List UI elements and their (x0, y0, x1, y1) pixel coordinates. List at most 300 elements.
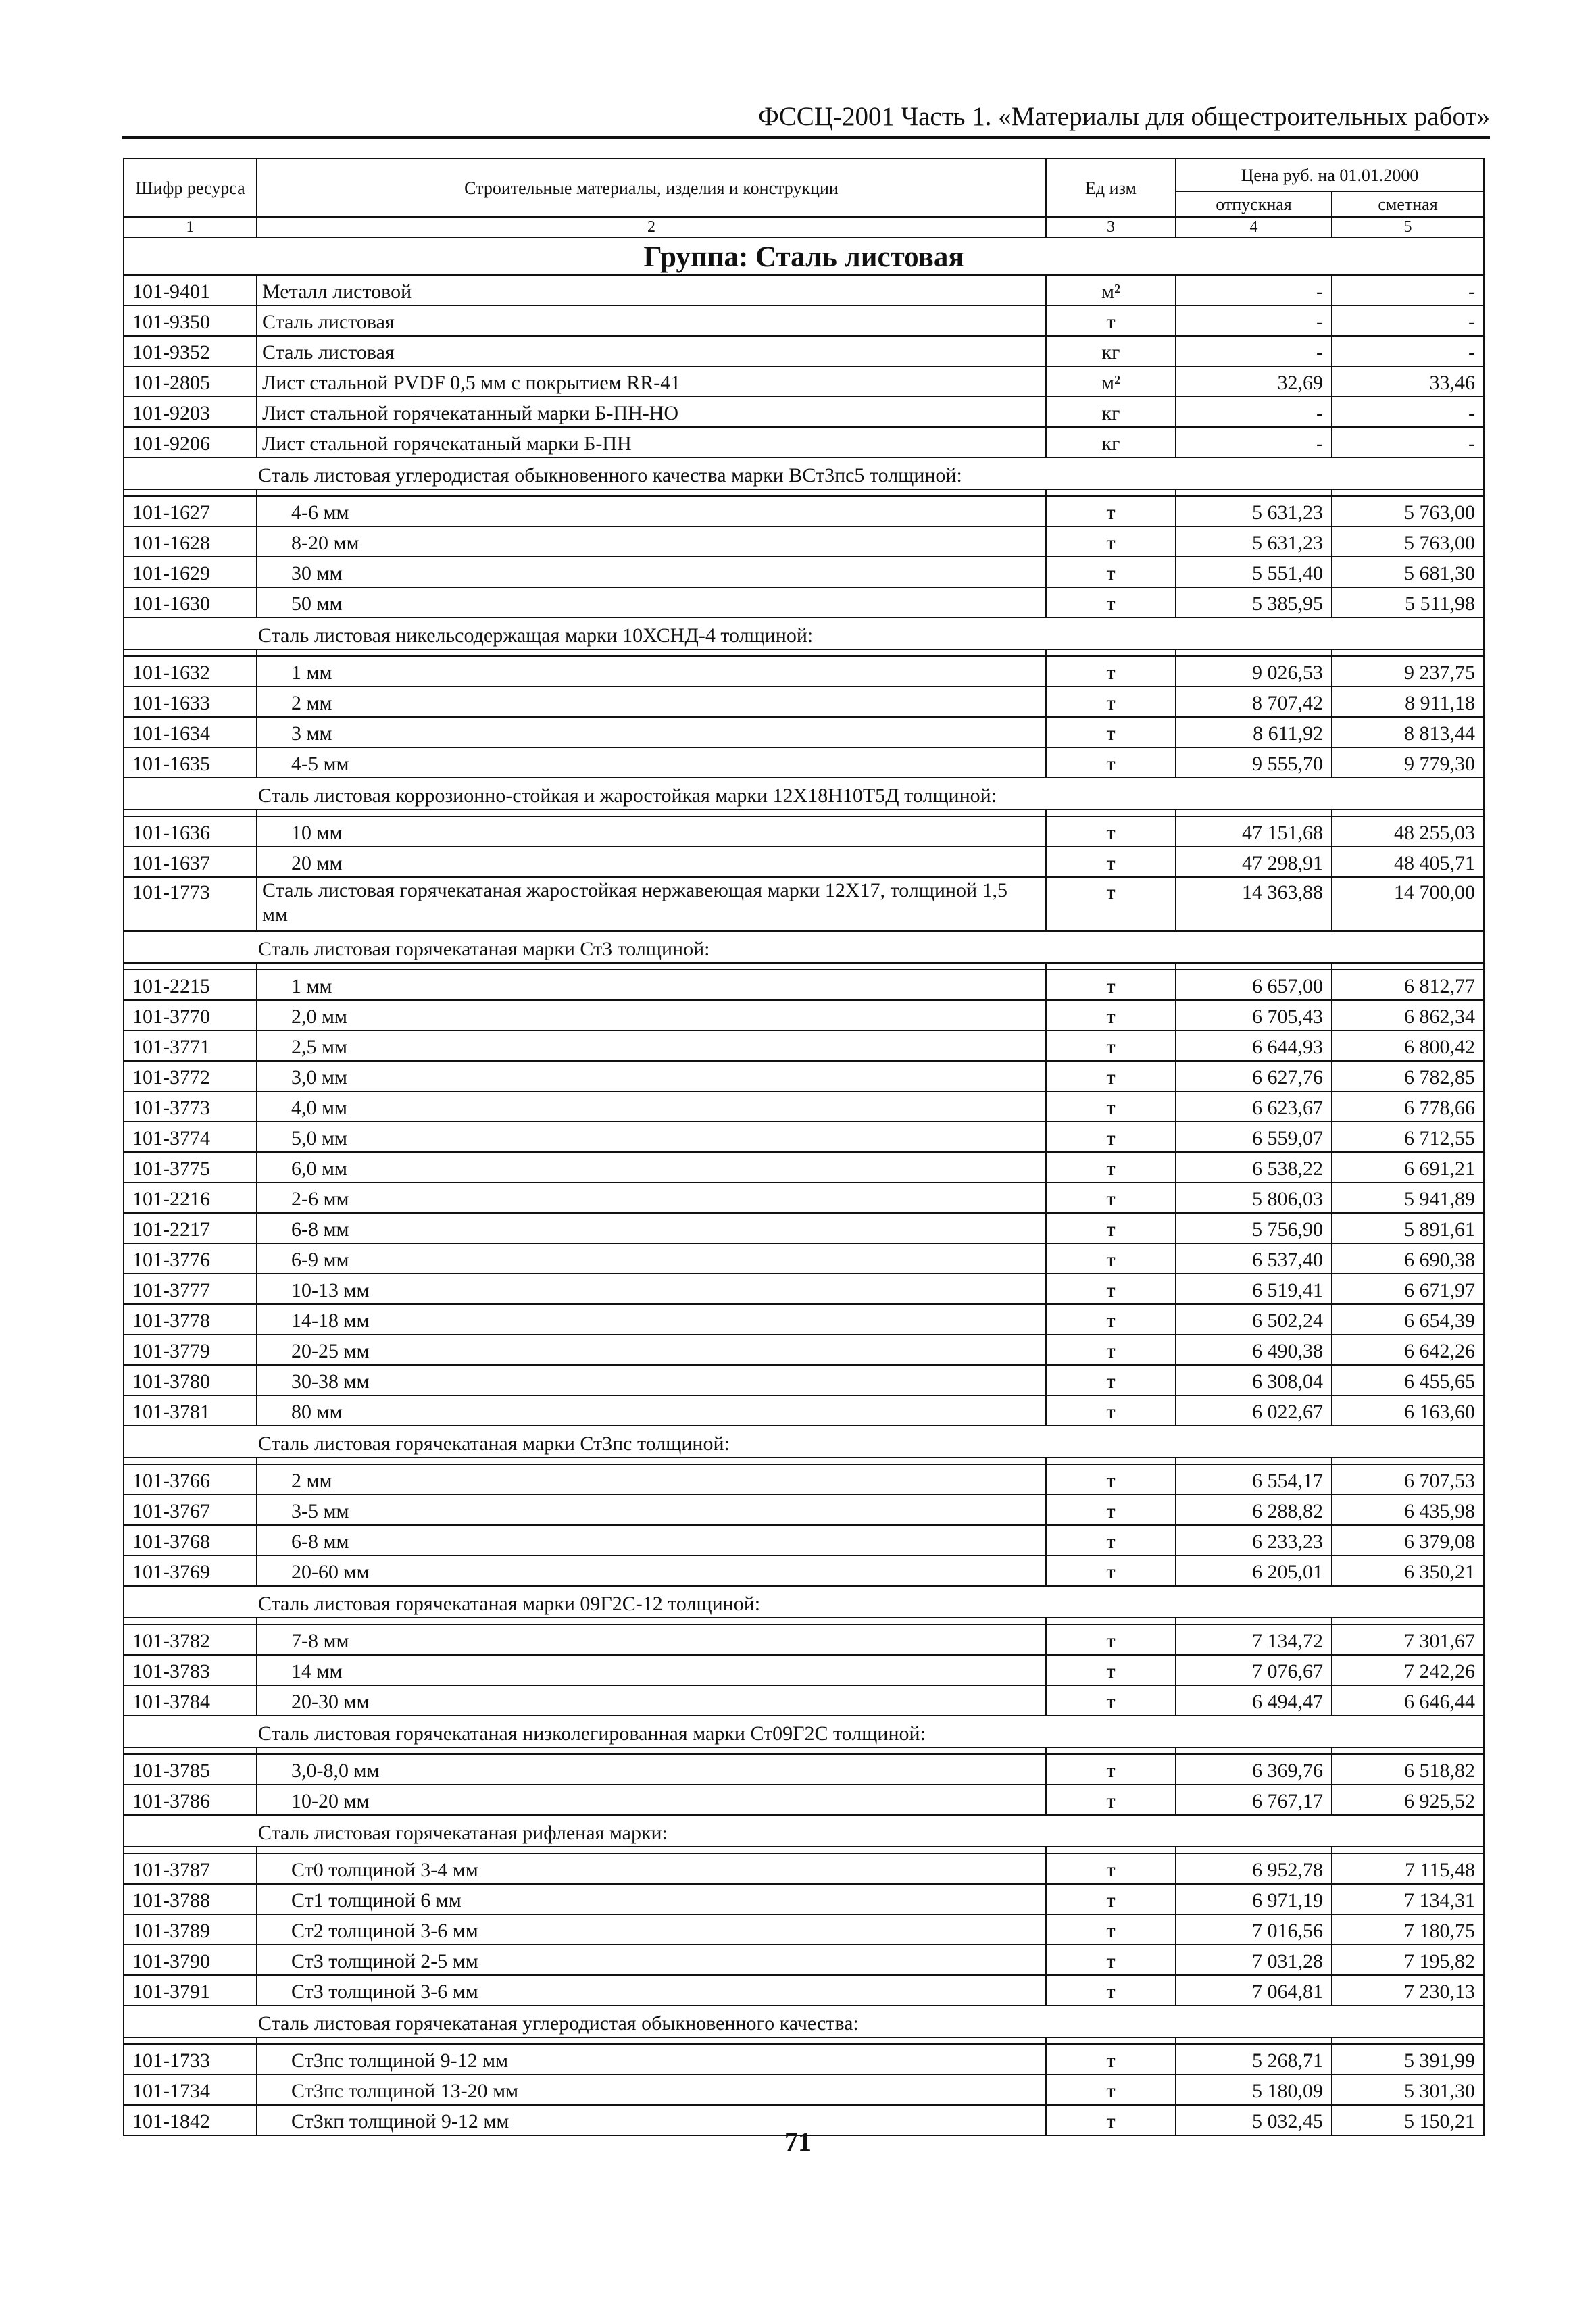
resource-code-cell: 101-3778 (124, 1304, 257, 1335)
resource-code-cell: 101-1635 (124, 747, 257, 778)
spacer-cell (257, 1458, 1046, 1464)
spacer-cell (1176, 649, 1332, 656)
subgroup-header-row (124, 1426, 1484, 1458)
resource-code-cell: 101-3774 (124, 1122, 257, 1152)
spacer-cell (1176, 489, 1332, 496)
table-row (124, 1495, 1484, 1525)
spacer-cell (1046, 963, 1176, 970)
resource-code-cell: 101-3789 (124, 1914, 257, 1945)
subgroup-title: Сталь листовая коррозионно-стойкая и жаростойкая марки 12Х18Н10Т5Д толщиной: (124, 778, 1484, 810)
table-row (124, 1884, 1484, 1914)
table-row (124, 816, 1484, 847)
release-price-cell: - (1176, 397, 1332, 427)
spacer-row (124, 1458, 1484, 1464)
table-row (124, 2074, 1484, 2105)
release-price-cell: 9 026,53 (1176, 656, 1332, 687)
column-header-name: Строительные материалы, изделия и конструкции (257, 159, 1046, 217)
unit-cell: т (1046, 1183, 1176, 1213)
unit-cell: т (1046, 1464, 1176, 1495)
spacer-cell (1332, 1618, 1484, 1624)
spacer-cell (1046, 489, 1176, 496)
spacer-cell (1046, 1458, 1176, 1464)
column-header-unit: Ед изм (1046, 159, 1176, 217)
unit-cell: т (1046, 656, 1176, 687)
spacer-cell (257, 1618, 1046, 1624)
unit-cell: т (1046, 1395, 1176, 1426)
estimate-price-cell: 6 712,55 (1332, 1122, 1484, 1152)
column-header-release: отпускная (1176, 191, 1332, 217)
material-name-cell: 14 мм (257, 1655, 1046, 1685)
spacer-cell (124, 1458, 257, 1464)
spacer-row (124, 2037, 1484, 2044)
spacer-cell (1046, 810, 1176, 816)
material-name-cell: 2 мм (257, 687, 1046, 717)
material-name-cell: 50 мм (257, 587, 1046, 618)
resource-code-cell: 101-3769 (124, 1555, 257, 1586)
table-row (124, 275, 1484, 305)
spacer-row (124, 963, 1484, 970)
table-row (124, 1213, 1484, 1243)
subgroup-header-row (124, 457, 1484, 489)
release-price-cell: 9 555,70 (1176, 747, 1332, 778)
unit-cell: т (1046, 1555, 1176, 1586)
spacer-cell (1332, 963, 1484, 970)
release-price-cell: 8 611,92 (1176, 717, 1332, 747)
resource-code-cell: 101-3777 (124, 1274, 257, 1304)
subgroup-title: Сталь листовая горячекатаная углеродистая обыкновенного качества: (124, 2006, 1484, 2037)
material-name-cell: 6-9 мм (257, 1243, 1046, 1274)
unit-cell: т (1046, 1274, 1176, 1304)
material-name-cell: Ст0 толщиной 3-4 мм (257, 1853, 1046, 1884)
subgroup-header-row (124, 2006, 1484, 2037)
spacer-cell (1176, 963, 1332, 970)
spacer-row (124, 1847, 1484, 1853)
resource-code-cell: 101-3779 (124, 1335, 257, 1365)
unit-cell: т (1046, 1365, 1176, 1395)
release-price-cell: - (1176, 427, 1332, 457)
material-name-cell: 14-18 мм (257, 1304, 1046, 1335)
spacer-cell (257, 2037, 1046, 2044)
column-number: 2 (257, 217, 1046, 237)
material-name-cell: 2,0 мм (257, 1000, 1046, 1030)
estimate-price-cell: - (1332, 336, 1484, 366)
material-name-cell: 2,5 мм (257, 1030, 1046, 1061)
material-name-cell: 3,0 мм (257, 1061, 1046, 1091)
estimate-price-cell: 5 681,30 (1332, 557, 1484, 587)
release-price-cell: - (1176, 336, 1332, 366)
table-body (124, 237, 1484, 2135)
resource-code-cell: 101-3788 (124, 1884, 257, 1914)
table-header-row (124, 159, 1484, 191)
table-row (124, 1304, 1484, 1335)
unit-cell: т (1046, 1624, 1176, 1655)
material-name-cell: 80 мм (257, 1395, 1046, 1426)
subgroup-title: Сталь листовая углеродистая обыкновенного качества марки ВСт3пс5 толщиной: (124, 457, 1484, 489)
table-row (124, 1624, 1484, 1655)
estimate-price-cell: 6 691,21 (1332, 1152, 1484, 1183)
table-row (124, 970, 1484, 1000)
spacer-cell (1332, 1847, 1484, 1853)
estimate-price-cell: 6 518,82 (1332, 1754, 1484, 1785)
release-price-cell: 6 559,07 (1176, 1122, 1332, 1152)
material-name-cell: Лист стальной горячекатаный марки Б-ПН (257, 427, 1046, 457)
estimate-price-cell: - (1332, 427, 1484, 457)
table-row (124, 1785, 1484, 1815)
resource-code-cell: 101-1633 (124, 687, 257, 717)
estimate-price-cell: 6 435,98 (1332, 1495, 1484, 1525)
resource-code-cell: 101-1630 (124, 587, 257, 618)
table-row (124, 1914, 1484, 1945)
material-name-cell: Металл листовой (257, 275, 1046, 305)
release-price-cell: 14 363,88 (1176, 877, 1332, 931)
release-price-cell: 7 016,56 (1176, 1914, 1332, 1945)
unit-cell: м² (1046, 275, 1176, 305)
header-rule (122, 136, 1490, 139)
table-row (124, 1061, 1484, 1091)
unit-cell: т (1046, 1061, 1176, 1091)
spacer-row (124, 649, 1484, 656)
subgroup-header-row (124, 778, 1484, 810)
material-name-cell: 4-6 мм (257, 496, 1046, 526)
release-price-cell: 7 064,81 (1176, 1975, 1332, 2006)
material-name-cell: 20-25 мм (257, 1335, 1046, 1365)
spacer-cell (124, 1747, 257, 1754)
table-row (124, 336, 1484, 366)
table-row (124, 1335, 1484, 1365)
subgroup-title: Сталь листовая горячекатаная марки Ст3 толщиной: (124, 931, 1484, 963)
unit-cell: т (1046, 970, 1176, 1000)
material-name-cell: Ст3пс толщиной 9-12 мм (257, 2044, 1046, 2074)
resource-code-cell: 101-3770 (124, 1000, 257, 1030)
estimate-price-cell: - (1332, 305, 1484, 336)
spacer-cell (124, 489, 257, 496)
table-row (124, 717, 1484, 747)
estimate-price-cell: 6 800,42 (1332, 1030, 1484, 1061)
spacer-cell (1046, 2037, 1176, 2044)
resource-code-cell: 101-1734 (124, 2074, 257, 2105)
resource-code-cell: 101-1632 (124, 656, 257, 687)
estimate-price-cell: 6 671,97 (1332, 1274, 1484, 1304)
resource-code-cell: 101-3772 (124, 1061, 257, 1091)
group-title-row (124, 237, 1484, 275)
material-name-cell: 1 мм (257, 656, 1046, 687)
unit-cell: т (1046, 1685, 1176, 1716)
estimate-price-cell: 6 163,60 (1332, 1395, 1484, 1426)
release-price-cell: 6 519,41 (1176, 1274, 1332, 1304)
release-price-cell: 5 268,71 (1176, 2044, 1332, 2074)
estimate-price-cell: 7 195,82 (1332, 1945, 1484, 1975)
release-price-cell: 6 657,00 (1176, 970, 1332, 1000)
unit-cell: т (1046, 687, 1176, 717)
table-row (124, 1464, 1484, 1495)
table-row (124, 427, 1484, 457)
subgroup-title: Сталь листовая никельсодержащая марки 10ХСНД-4 толщиной: (124, 618, 1484, 649)
subgroup-title: Сталь листовая горячекатаная рифленая марки: (124, 1815, 1484, 1847)
resource-code-cell: 101-3775 (124, 1152, 257, 1183)
table-row (124, 397, 1484, 427)
unit-cell: т (1046, 1335, 1176, 1365)
material-name-cell: Ст3 толщиной 2-5 мм (257, 1945, 1046, 1975)
resource-code-cell: 101-3786 (124, 1785, 257, 1815)
material-name-cell: Сталь листовая (257, 336, 1046, 366)
estimate-price-cell: 5 150,21 (1332, 2105, 1484, 2135)
estimate-price-cell: 9 237,75 (1332, 656, 1484, 687)
table-row (124, 1395, 1484, 1426)
spacer-cell (1046, 1747, 1176, 1754)
spacer-cell (257, 489, 1046, 496)
release-price-cell: 47 298,91 (1176, 847, 1332, 877)
table-row (124, 656, 1484, 687)
material-name-cell: Ст3кп толщиной 9-12 мм (257, 2105, 1046, 2135)
estimate-price-cell: 8 911,18 (1332, 687, 1484, 717)
material-name-cell: 20-30 мм (257, 1685, 1046, 1716)
subgroup-header-row (124, 1815, 1484, 1847)
estimate-price-cell: - (1332, 275, 1484, 305)
spacer-cell (124, 1618, 257, 1624)
material-name-cell: Сталь листовая горячекатаная жаростойкая нержавеющая марки 12Х17, толщиной 1,5 мм (257, 877, 1046, 931)
spacer-cell (1332, 1747, 1484, 1754)
release-price-cell: 6 705,43 (1176, 1000, 1332, 1030)
estimate-price-cell: 7 115,48 (1332, 1853, 1484, 1884)
spacer-cell (124, 1847, 257, 1853)
spacer-row (124, 1618, 1484, 1624)
column-number: 4 (1176, 217, 1332, 237)
estimate-price-cell: 6 782,85 (1332, 1061, 1484, 1091)
material-name-cell: 2-6 мм (257, 1183, 1046, 1213)
unit-cell: т (1046, 557, 1176, 587)
release-price-cell: 7 076,67 (1176, 1655, 1332, 1685)
release-price-cell: 6 644,93 (1176, 1030, 1332, 1061)
estimate-price-cell: 6 379,08 (1332, 1525, 1484, 1555)
release-price-cell: 7 134,72 (1176, 1624, 1332, 1655)
unit-cell: т (1046, 1304, 1176, 1335)
spacer-cell (1176, 1847, 1332, 1853)
unit-cell: т (1046, 1655, 1176, 1685)
unit-cell: м² (1046, 366, 1176, 397)
release-price-cell: 5 631,23 (1176, 496, 1332, 526)
estimate-price-cell: 6 690,38 (1332, 1243, 1484, 1274)
resource-code-cell: 101-2215 (124, 970, 257, 1000)
release-price-cell: 47 151,68 (1176, 816, 1332, 847)
spacer-cell (257, 649, 1046, 656)
table-row (124, 1030, 1484, 1061)
resource-code-cell: 101-1637 (124, 847, 257, 877)
page-number: 71 (784, 2126, 812, 2157)
unit-cell: т (1046, 2044, 1176, 2074)
spacer-cell (1332, 649, 1484, 656)
spacer-cell (1046, 1618, 1176, 1624)
estimate-price-cell: 6 778,66 (1332, 1091, 1484, 1122)
material-name-cell: Лист стальной PVDF 0,5 мм с покрытием RR-41 (257, 366, 1046, 397)
resource-code-cell: 101-3783 (124, 1655, 257, 1685)
resource-code-cell: 101-1773 (124, 877, 257, 931)
release-price-cell: - (1176, 305, 1332, 336)
table-row (124, 1152, 1484, 1183)
subgroup-title: Сталь листовая горячекатаная низколегированная марки Ст09Г2С толщиной: (124, 1716, 1484, 1747)
material-name-cell: 3 мм (257, 717, 1046, 747)
subgroup-header-row (124, 931, 1484, 963)
release-price-cell: 5 551,40 (1176, 557, 1332, 587)
estimate-price-cell: 6 925,52 (1332, 1785, 1484, 1815)
estimate-price-cell: 5 301,30 (1332, 2074, 1484, 2105)
table-row (124, 1853, 1484, 1884)
unit-cell: кг (1046, 427, 1176, 457)
material-name-cell: 20 мм (257, 847, 1046, 877)
unit-cell: т (1046, 847, 1176, 877)
release-price-cell: 6 627,76 (1176, 1061, 1332, 1091)
estimate-price-cell: 5 391,99 (1332, 2044, 1484, 2074)
spacer-cell (124, 810, 257, 816)
unit-cell: т (1046, 1152, 1176, 1183)
column-number: 5 (1332, 217, 1484, 237)
release-price-cell: 6 623,67 (1176, 1091, 1332, 1122)
page-header-title: ФССЦ-2001 Часть 1. «Материалы для общестроительных работ» (757, 102, 1490, 131)
unit-cell: т (1046, 1975, 1176, 2006)
material-name-cell: 5,0 мм (257, 1122, 1046, 1152)
material-name-cell: 7-8 мм (257, 1624, 1046, 1655)
estimate-price-cell: 7 180,75 (1332, 1914, 1484, 1945)
estimate-price-cell: 48 255,03 (1332, 816, 1484, 847)
unit-cell: т (1046, 1122, 1176, 1152)
release-price-cell: - (1176, 275, 1332, 305)
release-price-cell: 8 707,42 (1176, 687, 1332, 717)
table-row (124, 1000, 1484, 1030)
spacer-cell (124, 649, 257, 656)
resource-code-cell: 101-3768 (124, 1525, 257, 1555)
resource-code-cell: 101-3785 (124, 1754, 257, 1785)
release-price-cell: 6 971,19 (1176, 1884, 1332, 1914)
resource-code-cell: 101-3782 (124, 1624, 257, 1655)
unit-cell: т (1046, 816, 1176, 847)
price-table (123, 158, 1485, 2136)
release-price-cell: 6 288,82 (1176, 1495, 1332, 1525)
spacer-cell (1046, 1847, 1176, 1853)
release-price-cell: 5 180,09 (1176, 2074, 1332, 2105)
estimate-price-cell: 7 134,31 (1332, 1884, 1484, 1914)
resource-code-cell: 101-1842 (124, 2105, 257, 2135)
release-price-cell: 6 952,78 (1176, 1853, 1332, 1884)
group-title: Группа: Сталь листовая (124, 237, 1484, 275)
unit-cell: т (1046, 2105, 1176, 2135)
resource-code-cell: 101-3790 (124, 1945, 257, 1975)
unit-cell: кг (1046, 397, 1176, 427)
table-row (124, 1122, 1484, 1152)
material-name-cell: 6-8 мм (257, 1525, 1046, 1555)
resource-code-cell: 101-9203 (124, 397, 257, 427)
resource-code-cell: 101-2805 (124, 366, 257, 397)
table-row (124, 687, 1484, 717)
table-row (124, 1945, 1484, 1975)
material-name-cell: 1 мм (257, 970, 1046, 1000)
spacer-cell (1332, 489, 1484, 496)
release-price-cell: 6 767,17 (1176, 1785, 1332, 1815)
material-name-cell: 20-60 мм (257, 1555, 1046, 1586)
resource-code-cell: 101-3787 (124, 1853, 257, 1884)
material-name-cell: Лист стальной горячекатанный марки Б-ПН-НО (257, 397, 1046, 427)
spacer-cell (124, 963, 257, 970)
material-name-cell: Ст3пс толщиной 13-20 мм (257, 2074, 1046, 2105)
material-name-cell: Сталь листовая (257, 305, 1046, 336)
unit-cell: т (1046, 1525, 1176, 1555)
material-name-cell: 6-8 мм (257, 1213, 1046, 1243)
unit-cell: т (1046, 747, 1176, 778)
estimate-price-cell: 6 455,65 (1332, 1365, 1484, 1395)
unit-cell: кг (1046, 336, 1176, 366)
subgroup-header-row (124, 618, 1484, 649)
spacer-cell (1176, 1618, 1332, 1624)
estimate-price-cell: 14 700,00 (1332, 877, 1484, 931)
spacer-cell (1332, 2037, 1484, 2044)
release-price-cell: 5 032,45 (1176, 2105, 1332, 2135)
table-row (124, 1525, 1484, 1555)
table-row (124, 557, 1484, 587)
release-price-cell: 5 756,90 (1176, 1213, 1332, 1243)
estimate-price-cell: 6 642,26 (1332, 1335, 1484, 1365)
release-price-cell: 6 022,67 (1176, 1395, 1332, 1426)
release-price-cell: 5 631,23 (1176, 526, 1332, 557)
estimate-price-cell: 8 813,44 (1332, 717, 1484, 747)
spacer-cell (257, 1847, 1046, 1853)
unit-cell: т (1046, 1914, 1176, 1945)
spacer-cell (1332, 810, 1484, 816)
spacer-cell (1046, 649, 1176, 656)
estimate-price-cell: 5 763,00 (1332, 496, 1484, 526)
table-row (124, 366, 1484, 397)
spacer-cell (257, 810, 1046, 816)
resource-code-cell: 101-1628 (124, 526, 257, 557)
table-row (124, 747, 1484, 778)
resource-code-cell: 101-9350 (124, 305, 257, 336)
resource-code-cell: 101-1733 (124, 2044, 257, 2074)
column-numbers-row (124, 217, 1484, 237)
column-header-estimate: сметная (1332, 191, 1484, 217)
unit-cell: т (1046, 1030, 1176, 1061)
unit-cell: т (1046, 1785, 1176, 1815)
spacer-cell (1176, 810, 1332, 816)
estimate-price-cell: 9 779,30 (1332, 747, 1484, 778)
material-name-cell: Ст2 толщиной 3-6 мм (257, 1914, 1046, 1945)
table-row (124, 587, 1484, 618)
release-price-cell: 6 537,40 (1176, 1243, 1332, 1274)
resource-code-cell: 101-9401 (124, 275, 257, 305)
table-row (124, 1365, 1484, 1395)
unit-cell: т (1046, 587, 1176, 618)
spacer-row (124, 810, 1484, 816)
unit-cell: т (1046, 526, 1176, 557)
unit-cell: т (1046, 877, 1176, 931)
estimate-price-cell: 6 646,44 (1332, 1685, 1484, 1716)
unit-cell: т (1046, 305, 1176, 336)
resource-code-cell: 101-2217 (124, 1213, 257, 1243)
material-name-cell: 10-20 мм (257, 1785, 1046, 1815)
estimate-price-cell: 6 862,34 (1332, 1000, 1484, 1030)
table-row (124, 1685, 1484, 1716)
material-name-cell: 4,0 мм (257, 1091, 1046, 1122)
column-number: 1 (124, 217, 257, 237)
material-name-cell: Ст3 толщиной 3-6 мм (257, 1975, 1046, 2006)
table-row (124, 1274, 1484, 1304)
table-row (124, 305, 1484, 336)
material-name-cell: 3-5 мм (257, 1495, 1046, 1525)
release-price-cell: 6 538,22 (1176, 1152, 1332, 1183)
estimate-price-cell: 33,46 (1332, 366, 1484, 397)
table-row (124, 1655, 1484, 1685)
unit-cell: т (1046, 1495, 1176, 1525)
estimate-price-cell: 6 350,21 (1332, 1555, 1484, 1586)
resource-code-cell: 101-3791 (124, 1975, 257, 2006)
spacer-row (124, 489, 1484, 496)
resource-code-cell: 101-9206 (124, 427, 257, 457)
